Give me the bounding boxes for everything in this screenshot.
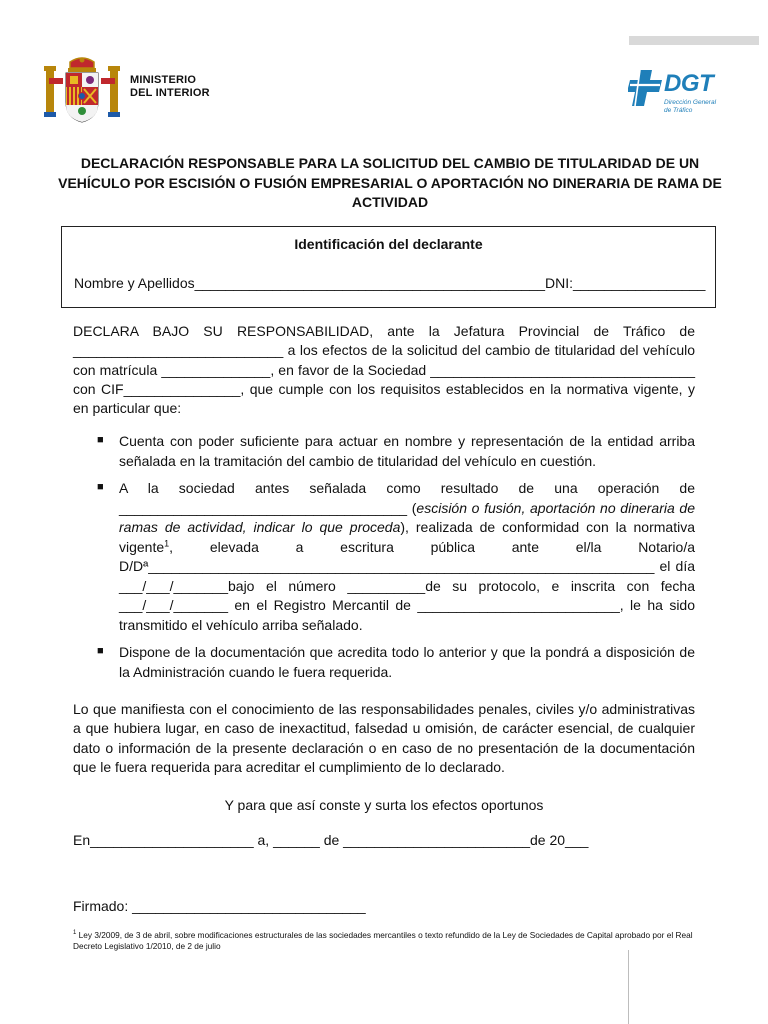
bullet-marker: ■: [97, 645, 104, 657]
dgt-cross-logo-icon: [628, 68, 664, 108]
name-and-dni-field[interactable]: Nombre y Apellidos_____________________________________________DNI:_________________: [74, 275, 706, 291]
ministry-name-line-1: MINISTERIO: [130, 74, 197, 86]
responsibility-statement: Lo que manifiesta con el conocimiento de las responsabilidades penales, civiles y/o administrativas a que hubiera lugar, en caso de inexactitud, falsedad u omisión, de carácter esencial, de cualquier dato o información de la presente declaración o en caso de no presentación de la documentación que le fuera requerida para acreditar el cumplimiento de lo declarado.: [73, 701, 695, 775]
dgt-subtitle-line-2: de Tráfico: [664, 107, 693, 114]
declaration-paragraph: DECLARA BAJO SU RESPONSABILIDAD, ante la Jefatura Provincial de Tráfico de ___________________________ a los efectos de la solicitud del cambio de titularidad del vehículo con matrícula ______________, en favor de la Sociedad __________________________________ con CIF_______________, que cumple con los requisitos establecidos en la normativa vigente, y en particular que:: [73, 323, 695, 417]
declarant-identification-heading: Identificación del declarante: [294, 236, 483, 252]
ministry-name: [130, 74, 210, 100]
footnote: [73, 930, 703, 951]
closing-line: Y para que así conste y surta los efectos oportunos: [224, 797, 544, 813]
page-edge-line: [628, 950, 629, 1024]
bullet-marker: ■: [97, 434, 104, 446]
footnote-reference: 1: [164, 537, 170, 548]
bullet-documentation: Dispone de la documentación que acredita todo lo anterior y que la pondrá a disposición de la Administración cuando le fuera requerida.: [119, 644, 695, 680]
signature-field[interactable]: Firmado: ______________________________: [73, 898, 366, 914]
spanish-coat-of-arms-icon: [44, 56, 120, 124]
dgt-logo: [628, 68, 738, 118]
dgt-logo-subtitle: [664, 99, 716, 115]
footnote-text: Ley 3/2009, de 3 de abril, sobre modificaciones estructurales de las sociedades mercantiles o texto refundido de la Ley de Sociedades de Capital aprobado por el Real Decreto Legislativo 1/2010, de 2 de julio: [73, 930, 693, 951]
ministry-name-line-2: DEL INTERIOR: [130, 87, 210, 99]
document-title: DECLARACIÓN RESPONSABLE PARA LA SOLICITUD DEL CAMBIO DE TITULARIDAD DE UN VEHÍCULO POR ESCISIÓN O FUSIÓN EMPRESARIAL O APORTACIÓN NO DINERARIA DE RAMA DE ACTIVIDAD: [58, 155, 722, 210]
bullet-transfer-italic-note: escisión o fusión, aportación no dineraria de ramas de actividad, indicar lo que proceda: [119, 499, 696, 535]
bullet-marker: ■: [97, 481, 104, 493]
dgt-subtitle-line-1: Dirección General: [664, 99, 717, 106]
declarant-identification-box: [61, 226, 716, 308]
header-decorative-bar: [629, 36, 759, 45]
footnote-marker: 1: [73, 930, 77, 937]
dgt-logo-text: DGT: [664, 70, 714, 97]
ministry-logo: [44, 56, 244, 128]
bullet-company-transfer: [119, 479, 695, 635]
place-date-field[interactable]: En_____________________ a, ______ de ________________________de 20___: [73, 832, 589, 848]
bullet-transfer-text-3: , elevada a escritura pública ante el/la Notario/a D/Dª_________________________________________________________________ el día ___/___/_______bajo el número __________de su protocolo, e inscrita con fecha ___/___/_______ en el Registro Mercantil de __________________________, le ha sido transmitido el vehículo arriba señalado.: [119, 538, 695, 633]
bullet-transfer-text-1: A la sociedad antes señalada como resultado de una operación de _____________________________________ (: [119, 480, 695, 516]
bullet-power-of-attorney: Cuenta con poder suficiente para actuar en nombre y representación de la entidad arriba señalada en la tramitación del cambio de titularidad del vehículo en cuestión.: [119, 433, 695, 469]
bullet-transfer-text-2: ), realizada de conformidad con la normativa vigente: [119, 519, 695, 555]
